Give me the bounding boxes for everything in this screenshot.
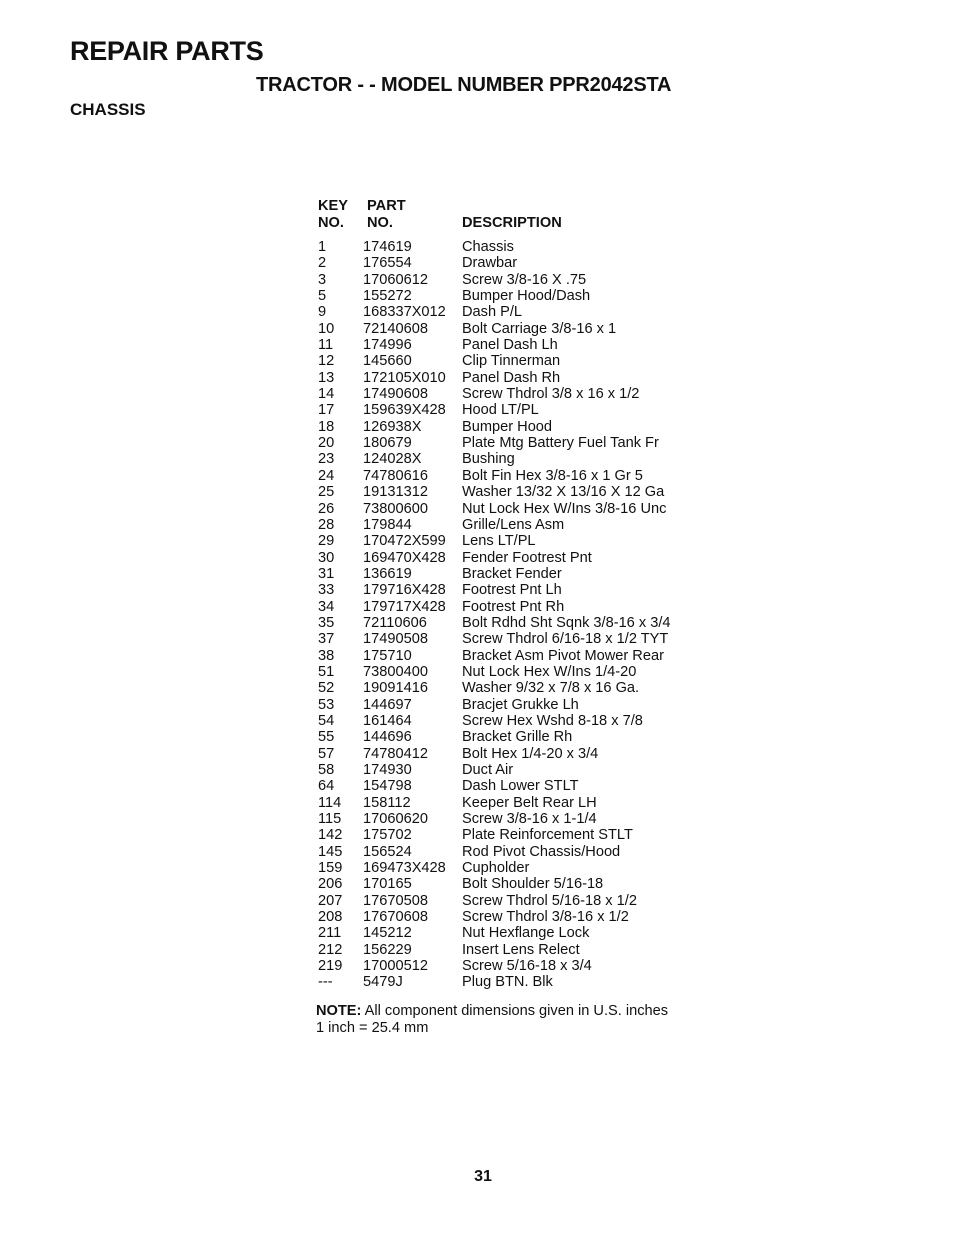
part-number-cell: 144697: [363, 696, 412, 713]
description-cell: Bracjet Grukke Lh: [462, 696, 579, 713]
description-cell: Panel Dash Lh: [462, 337, 558, 354]
key-cell: 31: [318, 565, 335, 582]
key-cell: 23: [318, 451, 335, 468]
key-cell: 52: [318, 680, 335, 697]
key-cell: ---: [318, 974, 333, 991]
description-cell: Washer 13/32 X 13/16 X 12 Ga: [462, 484, 665, 501]
key-cell: 35: [318, 614, 335, 631]
description-cell: Chassis: [462, 239, 514, 255]
part-number-cell: 17000512: [363, 958, 428, 975]
description-cell: Grille/Lens Asm: [462, 516, 565, 533]
part-number-cell: 179844: [363, 516, 412, 533]
part-number-cell: 17670608: [363, 909, 428, 926]
description-cell: Nut Lock Hex W/Ins 3/8-16 Unc: [462, 500, 667, 517]
key-cell: 28: [318, 516, 335, 533]
key-cell: 20: [318, 435, 335, 452]
description-cell: Rod Pivot Chassis/Hood: [462, 843, 621, 860]
description-cell: Lens LT/PL: [462, 533, 536, 550]
part-number-cell: 19091416: [363, 680, 428, 697]
key-cell: 24: [318, 467, 335, 484]
description-cell: Bolt Carriage 3/8-16 x 1: [462, 320, 617, 337]
description-cell: Bolt Hex 1/4-20 x 3/4: [462, 745, 599, 762]
part-number-cell: 168337X012: [363, 304, 446, 321]
part-number-cell: 19131312: [363, 484, 428, 501]
key-cell: 26: [318, 500, 335, 517]
part-number-cell: 124028X: [363, 451, 422, 468]
part-number-cell: 174996: [363, 337, 412, 354]
key-cell: 11: [318, 337, 334, 354]
part-number-cell: 172105X010: [363, 369, 446, 386]
key-cell: 10: [318, 320, 335, 337]
description-cell: Plate Mtg Battery Fuel Tank Fr: [462, 435, 659, 452]
part-number-cell: 17060612: [363, 271, 428, 288]
description-cell: Screw 5/16-18 x 3/4: [462, 958, 592, 975]
description-cell: Footrest Pnt Rh: [462, 598, 565, 615]
key-cell: 33: [318, 582, 335, 599]
key-cell: 12: [318, 353, 335, 370]
dimensions-note: [316, 1003, 668, 1036]
description-cell: Drawbar: [462, 255, 518, 272]
key-header-line2: NO.: [318, 215, 344, 231]
description-cell: Dash Lower STLT: [462, 778, 579, 795]
part-number-cell: 72140608: [363, 320, 428, 337]
part-number-cell: 176554: [363, 255, 412, 272]
description-cell: Bolt Rdhd Sht Sqnk 3/8-16 x 3/4: [462, 614, 671, 631]
key-cell: 219: [318, 958, 343, 975]
part-number-cell: 145660: [363, 353, 412, 370]
description-cell: Duct Air: [462, 762, 514, 778]
note-conversion: 1 inch = 25.4 mm: [316, 1019, 429, 1036]
description-cell: Nut Hexflange Lock: [462, 925, 590, 942]
part-number-cell: 17670508: [363, 892, 428, 909]
part-number-cell: 17490508: [363, 631, 428, 648]
key-cell: 1: [318, 239, 327, 255]
description-cell: Hood LT/PL: [462, 402, 539, 419]
key-cell: 2: [318, 255, 327, 272]
key-cell: 114: [318, 794, 342, 811]
part-number-cell: 161464: [363, 712, 412, 729]
key-cell: 55: [318, 729, 335, 746]
description-cell: Screw 3/8-16 x 1-1/4: [462, 811, 597, 828]
part-number-cell: 144696: [363, 729, 412, 746]
description-cell: Dash P/L: [462, 304, 523, 321]
key-cell: 54: [318, 712, 335, 729]
description-cell: Bracket Fender: [462, 565, 562, 582]
part-number-cell: 154798: [363, 778, 412, 795]
description-cell: Insert Lens Relect: [462, 941, 580, 958]
description-cell: Bolt Fin Hex 3/8-16 x 1 Gr 5: [462, 467, 643, 484]
key-cell: 34: [318, 598, 335, 615]
description-cell: Washer 9/32 x 7/8 x 16 Ga.: [462, 680, 640, 697]
part-number-cell: 175702: [363, 827, 412, 844]
page-title: REPAIR PARTS: [70, 36, 264, 66]
key-cell: 38: [318, 647, 335, 664]
part-number-cell: 169473X428: [363, 860, 446, 877]
key-cell: 207: [318, 892, 343, 909]
key-cell: 208: [318, 909, 343, 926]
key-cell: 64: [318, 778, 335, 795]
description-header: DESCRIPTION: [462, 215, 562, 231]
key-cell: 17: [318, 402, 335, 419]
part-number-cell: 158112: [363, 794, 411, 811]
part-number-cell: 156524: [363, 843, 412, 860]
key-cell: 29: [318, 533, 335, 550]
part-number-cell: 175710: [363, 647, 412, 664]
description-cell: Bracket Asm Pivot Mower Rear: [462, 647, 664, 664]
description-cell: Keeper Belt Rear LH: [462, 794, 597, 811]
description-cell: Panel Dash Rh: [462, 369, 561, 386]
key-cell: 25: [318, 484, 335, 501]
key-cell: 51: [318, 663, 335, 680]
page-number: 31: [474, 1168, 492, 1185]
part-number-cell: 170472X599: [363, 533, 446, 550]
key-cell: 211: [318, 925, 342, 942]
key-cell: 13: [318, 369, 335, 386]
description-cell: Screw Thdrol 6/16-18 x 1/2 TYT: [462, 631, 669, 648]
description-cell: Bumper Hood/Dash: [462, 288, 591, 305]
note-text: All component dimensions given in U.S. inches: [364, 1003, 669, 1019]
key-cell: 115: [318, 811, 342, 828]
key-header-line1: KEY: [318, 198, 349, 214]
part-header-line2: NO.: [367, 215, 393, 231]
part-number-cell: 174930: [363, 762, 412, 778]
description-cell: Bushing: [462, 451, 515, 468]
description-cell: Screw Hex Wshd 8-18 x 7/8: [462, 712, 643, 729]
description-cell: Clip Tinnerman: [462, 353, 561, 370]
part-number-cell: 74780616: [363, 467, 428, 484]
part-number-cell: 170165: [363, 876, 412, 893]
key-cell: 5: [318, 288, 327, 305]
section-heading: CHASSIS: [70, 100, 146, 119]
description-cell: Fender Footrest Pnt: [462, 549, 592, 566]
description-cell: Screw Thdrol 5/16-18 x 1/2: [462, 892, 637, 909]
key-cell: 142: [318, 827, 343, 844]
part-number-cell: 179717X428: [363, 598, 446, 615]
part-number-cell: 17490608: [363, 386, 428, 403]
description-cell: Plug BTN. Blk: [462, 974, 553, 991]
description-cell: Plate Reinforcement STLT: [462, 827, 633, 844]
key-cell: 145: [318, 843, 343, 860]
description-cell: Bumper Hood: [462, 418, 553, 435]
part-number-cell: 155272: [363, 288, 412, 305]
key-cell: 3: [318, 271, 327, 288]
part-number-cell: 156229: [363, 941, 412, 958]
part-number-cell: 74780412: [363, 745, 428, 762]
model-subtitle: TRACTOR - - MODEL NUMBER PPR2042STA: [256, 74, 672, 96]
part-number-cell: 145212: [363, 925, 412, 942]
key-cell: 37: [318, 631, 335, 648]
part-number-cell: 179716X428: [363, 582, 446, 599]
key-cell: 58: [318, 762, 335, 778]
part-header-line1: PART: [367, 198, 406, 214]
key-cell: 159: [318, 860, 343, 877]
part-number-cell: 17060620: [363, 811, 428, 828]
key-cell: 9: [318, 304, 327, 321]
part-number-cell: 126938X: [363, 418, 422, 435]
key-cell: 206: [318, 876, 343, 893]
part-number-cell: 174619: [363, 239, 412, 255]
description-cell: Screw Thdrol 3/8-16 x 1/2: [462, 909, 629, 926]
part-number-cell: 73800600: [363, 500, 428, 517]
description-cell: Cupholder: [462, 860, 530, 877]
description-cell: Screw 3/8-16 X .75: [462, 271, 587, 288]
key-cell: 30: [318, 549, 335, 566]
description-cell: Bracket Grille Rh: [462, 729, 573, 746]
part-number-cell: 159639X428: [363, 402, 446, 419]
part-number-cell: 5479J: [363, 974, 403, 991]
part-number-cell: 72110606: [363, 614, 427, 631]
key-cell: 18: [318, 418, 335, 435]
note-label: NOTE:: [316, 1003, 362, 1019]
part-number-cell: 73800400: [363, 663, 428, 680]
part-number-cell: 180679: [363, 435, 412, 452]
key-cell: 57: [318, 745, 335, 762]
description-cell: Screw Thdrol 3/8 x 16 x 1/2: [462, 386, 640, 403]
part-number-cell: 169470X428: [363, 549, 446, 566]
description-cell: Bolt Shoulder 5/16-18: [462, 876, 604, 893]
description-cell: Footrest Pnt Lh: [462, 582, 562, 599]
part-number-cell: 136619: [363, 565, 412, 582]
key-cell: 212: [318, 941, 343, 958]
key-cell: 14: [318, 386, 335, 403]
key-cell: 53: [318, 696, 335, 713]
description-cell: Nut Lock Hex W/Ins 1/4-20: [462, 663, 637, 680]
